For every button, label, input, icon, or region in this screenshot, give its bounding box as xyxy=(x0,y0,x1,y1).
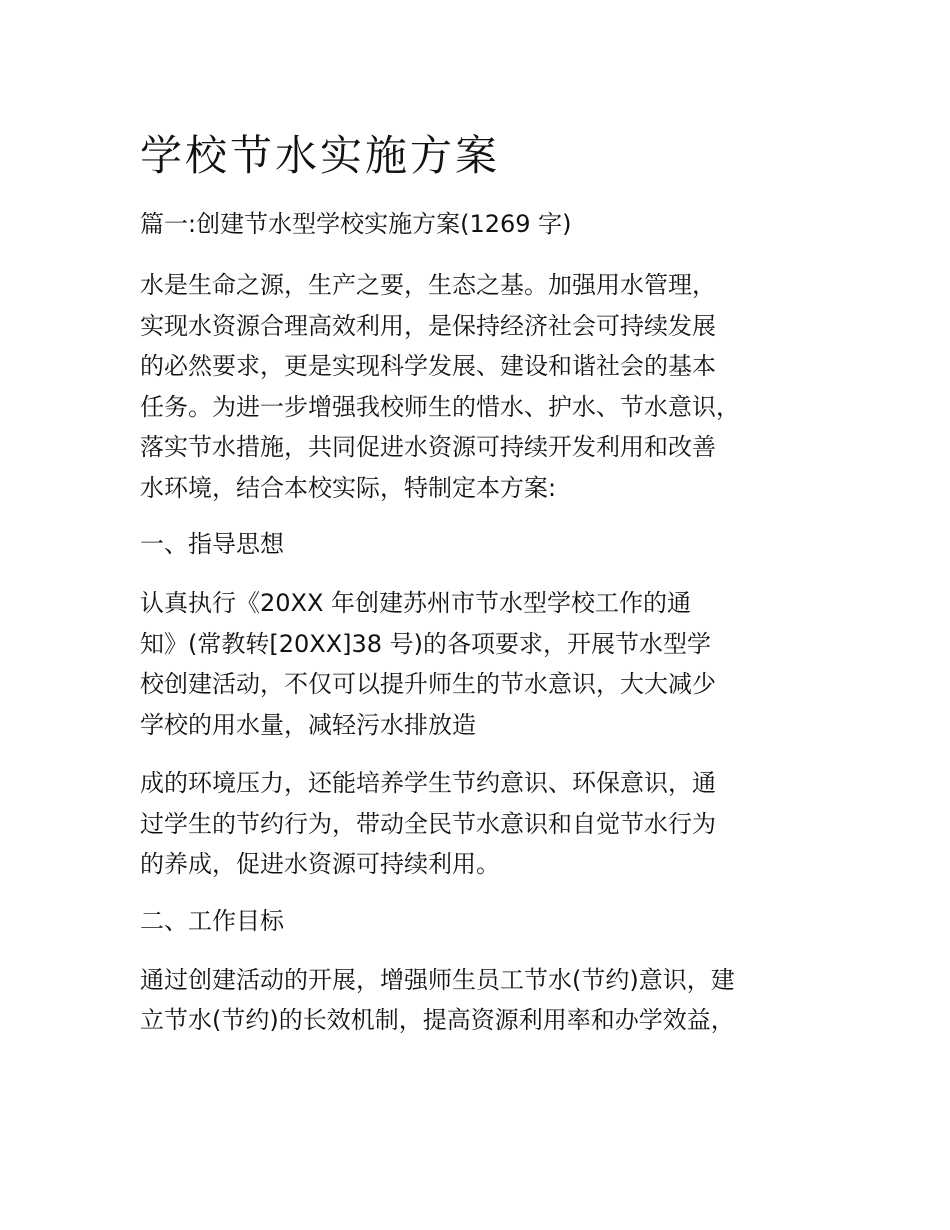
paragraph-line: 的必然要求，更是实现科学发展、建设和谐社会的基本 xyxy=(140,352,716,380)
guiding-ideology-paragraph-1 xyxy=(140,583,820,745)
paragraph-line: 过学生的节约行为，带动全民节水意识和自觉节水行为 xyxy=(140,809,716,838)
work-goals-paragraph xyxy=(140,960,820,1041)
paragraph-line: 的养成，促进水资源可持续利用。 xyxy=(140,850,500,878)
section-heading-work-goals: 二、工作目标 xyxy=(140,906,284,935)
paragraph-line: 任务。为进一步增强我校师生的惜水、护水、节水意识， xyxy=(140,392,740,421)
document-page xyxy=(140,128,820,1059)
section-heading-guiding-ideology: 一、指导思想 xyxy=(140,530,284,558)
paragraph-line: 认真执行《20XX 年创建苏州市节水型学校工作的通 xyxy=(140,589,692,617)
paragraph-line: 学校的用水量，减轻污水排放造 xyxy=(140,710,476,739)
document-title: 学校节水实施方案 xyxy=(140,131,501,180)
paragraph-line: 校创建活动，不仅可以提升师生的节水意识，大大减少 xyxy=(140,670,716,698)
paragraph-line: 落实节水措施，共同促进水资源可持续开发利用和改善 xyxy=(140,433,716,461)
document-subtitle: 篇一:创建节水型学校实施方案(1269 字) xyxy=(140,210,572,238)
guiding-ideology-paragraph-2 xyxy=(140,763,820,885)
paragraph-line: 水环境，结合本校实际，特制定本方案: xyxy=(140,473,557,502)
paragraph-line: 通过创建活动的开展，增强师生员工节水(节约)意识，建 xyxy=(140,965,735,994)
paragraph-line: 成的环境压力，还能培养学生节约意识、环保意识，通 xyxy=(140,769,716,797)
paragraph-line: 立节水(节约)的长效机制，提高资源利用率和办学效益， xyxy=(140,1006,735,1034)
intro-paragraph xyxy=(140,265,820,508)
paragraph-line: 水是生命之源，生产之要，生态之基。加强用水管理， xyxy=(140,271,716,299)
paragraph-line: 实现水资源合理高效利用，是保持经济社会可持续发展 xyxy=(140,311,716,340)
paragraph-line: 知》(常教转[20XX]38 号)的各项要求，开展节水型学 xyxy=(140,629,712,658)
